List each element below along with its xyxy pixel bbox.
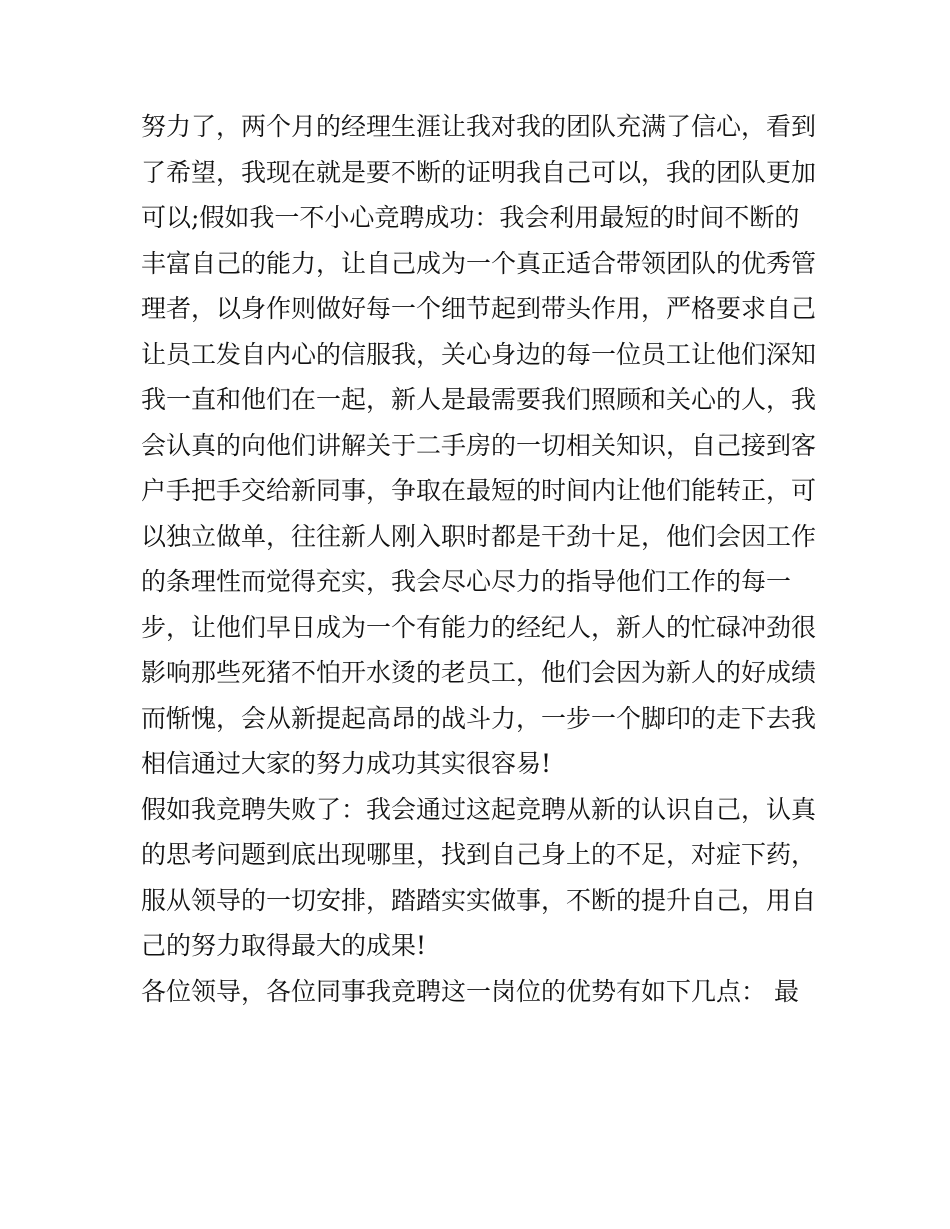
text-line: 相信通过大家的努力成功其实很容易! <box>141 749 552 778</box>
text-line: 各位领导，各位同事我竞聘这一岗位的优势有如下几点： 最 <box>141 976 799 1006</box>
text-line: 会认真的向他们讲解关于二手房的一切相关知识，自己接到客 <box>141 430 817 460</box>
text-line: 而惭愧，会从新提起高昂的战斗力，一步一个脚印的走下去我 <box>141 703 817 733</box>
text-line: 假如我竞聘失败了：我会通过这起竞聘从新的认识自己，认真 <box>141 794 817 824</box>
text-line: 的条理性而觉得充实，我会尽心尽力的指导他们工作的每一 <box>141 567 792 596</box>
text-line: 的思考问题到底出现哪里，找到自己身上的不足，对症下药， <box>141 840 817 869</box>
text-line: 可以;假如我一不小心竞聘成功：我会利用最短的时间不断的 <box>141 203 800 232</box>
text-line: 我一直和他们在一起，新人是最需要我们照顾和关心的人，我 <box>141 385 817 414</box>
text-line: 理者，以身作则做好每一个细节起到带头作用，严格要求自己 <box>141 294 817 323</box>
text-line: 服从领导的一切安排，踏踏实实做事，不断的提升自己，用自 <box>141 885 817 915</box>
text-line: 丰富自己的能力，让自己成为一个真正适合带领团队的优秀管 <box>141 248 817 278</box>
document-body <box>141 104 821 1014</box>
text-line: 让员工发自内心的信服我，关心身边的每一位员工让他们深知 <box>141 339 817 369</box>
text-line: 以独立做单，往往新人刚入职时都是干劲十足，他们会因工作 <box>141 521 817 551</box>
text-line: 户手把手交给新同事，争取在最短的时间内让他们能转正，可 <box>141 476 817 505</box>
text-line: 影响那些死猪不怕开水烫的老员工，他们会因为新人的好成绩 <box>141 658 817 687</box>
text-line: 步，让他们早日成为一个有能力的经纪人，新人的忙碌冲劲很 <box>141 612 817 642</box>
text-line: 己的努力取得最大的成果! <box>141 931 427 960</box>
text-line: 努力了，两个月的经理生涯让我对我的团队充满了信心，看到 <box>141 112 817 141</box>
text-line: 了希望，我现在就是要不断的证明我自己可以，我的团队更加 <box>141 157 817 187</box>
